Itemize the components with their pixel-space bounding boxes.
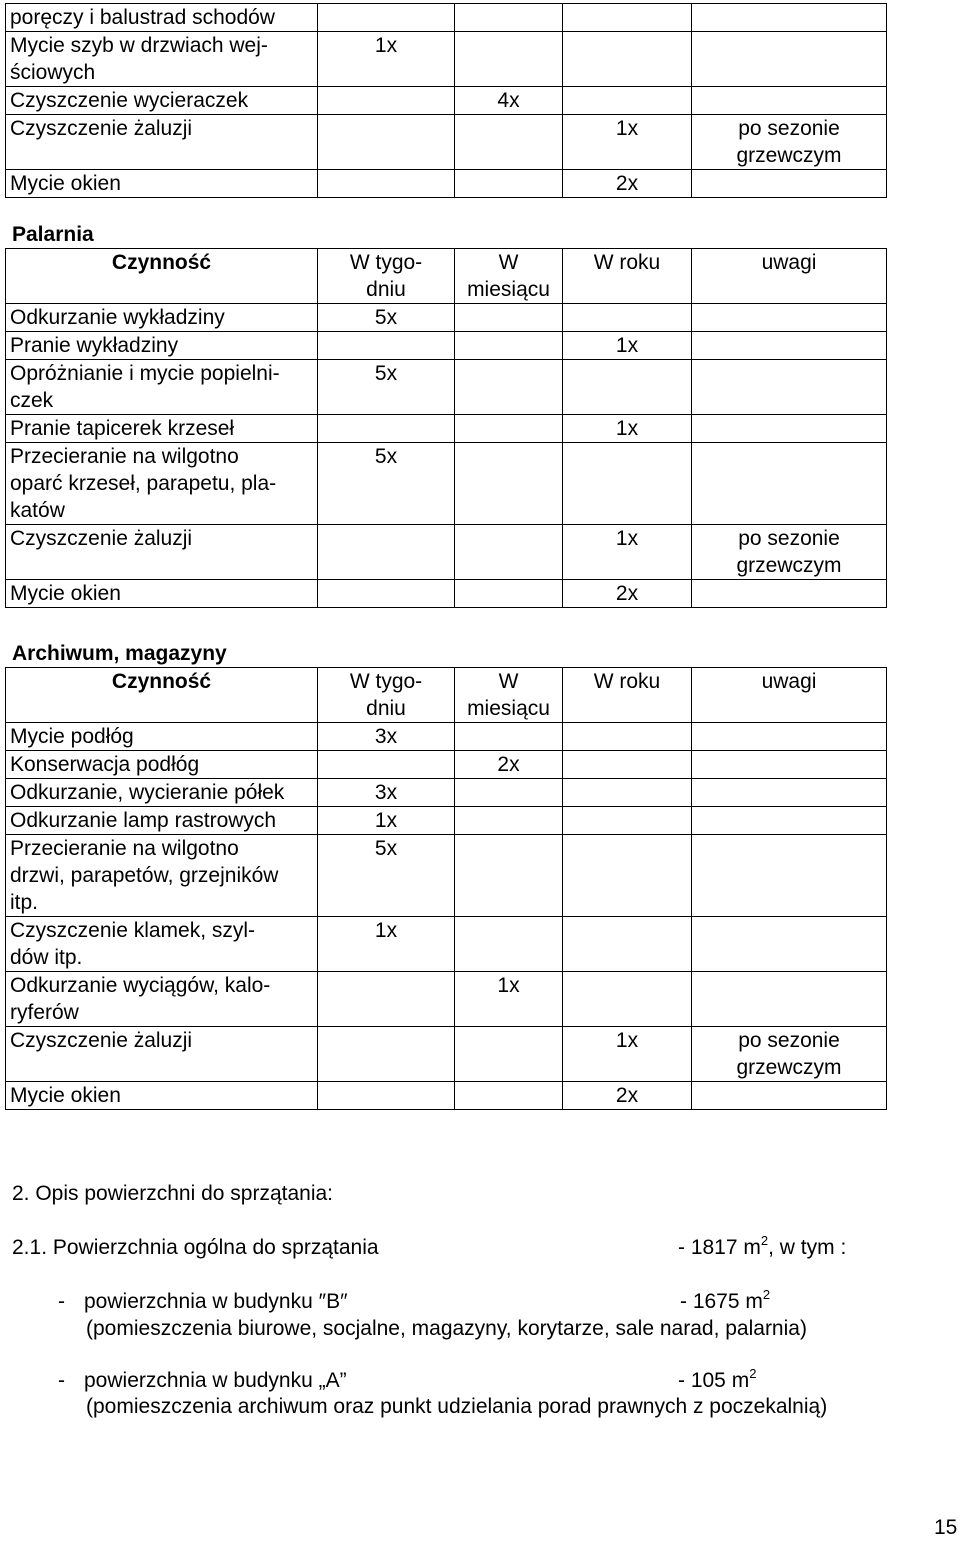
table-row <box>6 332 887 360</box>
building-b-number: - 1675 m <box>680 1290 763 1313</box>
table-cell: 3x <box>318 723 455 751</box>
table-cell: 1x <box>563 525 692 580</box>
table-cell: 1x <box>318 32 455 87</box>
column-header: Czynność <box>6 249 318 304</box>
table-cell <box>563 779 692 807</box>
superscript: 2 <box>760 1233 769 1248</box>
table-cell <box>318 415 455 443</box>
table-cell <box>318 87 455 115</box>
table-cell <box>692 723 887 751</box>
section-title-archiwum: Archiwum, magazyny <box>12 642 227 665</box>
table-cell: 2x <box>563 580 692 608</box>
table-cell <box>318 1027 455 1082</box>
table-cell: Czyszczenie wycieraczek <box>6 87 318 115</box>
table-row <box>6 525 887 580</box>
table-row <box>6 32 887 87</box>
table-cell <box>563 917 692 972</box>
table-cell <box>692 4 887 32</box>
table-cell <box>455 304 563 332</box>
table-cell <box>455 170 563 198</box>
table-cell: 2x <box>455 751 563 779</box>
table-cell <box>455 525 563 580</box>
table-cell <box>455 443 563 525</box>
table-cell <box>455 1027 563 1082</box>
column-header: W tygo- dniu <box>318 249 455 304</box>
table-cell: 1x <box>318 807 455 835</box>
table-cell <box>692 972 887 1027</box>
table-cell: 1x <box>455 972 563 1027</box>
table-cell <box>692 1082 887 1110</box>
table-cell <box>318 170 455 198</box>
table-cell <box>318 4 455 32</box>
bullet-dash: - <box>58 1369 65 1392</box>
table-cell: 5x <box>318 443 455 525</box>
cleaning-table-continued <box>5 3 887 198</box>
table-cell: Opróżnianie i mycie popielni- czek <box>6 360 318 415</box>
table-row <box>6 751 887 779</box>
table-cell <box>318 115 455 170</box>
table-cell <box>692 332 887 360</box>
table-cell: Czyszczenie klamek, szyl- dów itp. <box>6 917 318 972</box>
table-cell: poręczy i balustrad schodów <box>6 4 318 32</box>
table-cell <box>563 32 692 87</box>
page-number: 15 <box>934 1516 958 1539</box>
table-cell: 4x <box>455 87 563 115</box>
table-cell <box>455 415 563 443</box>
table-row <box>6 723 887 751</box>
table-cell <box>563 360 692 415</box>
building-b-label: powierzchnia w budynku ″B″ <box>84 1290 348 1313</box>
table-cell <box>455 835 563 917</box>
table-cell <box>455 32 563 87</box>
table-cell: Mycie podłóg <box>6 723 318 751</box>
table-cell <box>692 917 887 972</box>
building-a-number: - 105 m <box>678 1369 750 1392</box>
table-row <box>6 304 887 332</box>
table-cell <box>455 917 563 972</box>
column-header: Czynność <box>6 668 318 723</box>
column-header: W roku <box>563 249 692 304</box>
table-cell <box>692 807 887 835</box>
building-a-description: (pomieszczenia archiwum oraz punkt udzielania porad prawnych z poczekalnią) <box>86 1395 828 1418</box>
table-cell: 1x <box>318 917 455 972</box>
total-area-label: 2.1. Powierzchnia ogólna do sprzątania <box>12 1236 379 1259</box>
archiwum-table <box>5 667 887 1110</box>
table-cell <box>563 4 692 32</box>
table-cell <box>455 723 563 751</box>
table-cell: 5x <box>318 360 455 415</box>
table-cell <box>692 415 887 443</box>
table-cell: Przecieranie na wilgotno drzwi, parapetów, grzejników itp. <box>6 835 318 917</box>
table-cell: 2x <box>563 1082 692 1110</box>
building-a-label: powierzchnia w budynku „A” <box>84 1369 347 1392</box>
table-cell <box>692 835 887 917</box>
column-header: W miesiącu <box>455 668 563 723</box>
table-cell: 1x <box>563 415 692 443</box>
table-cell <box>318 751 455 779</box>
table-cell <box>563 443 692 525</box>
table-cell: 3x <box>318 779 455 807</box>
table-row <box>6 1027 887 1082</box>
building-b-area <box>680 1288 770 1315</box>
table-row <box>6 807 887 835</box>
table-cell <box>318 972 455 1027</box>
table-cell <box>455 115 563 170</box>
table-cell <box>692 779 887 807</box>
building-a-area <box>678 1367 756 1394</box>
table-cell <box>692 580 887 608</box>
table-header-row <box>6 668 887 723</box>
table-row <box>6 170 887 198</box>
table-cell <box>563 87 692 115</box>
table-cell: Mycie szyb w drzwiach wej- ściowych <box>6 32 318 87</box>
total-area-tail: , w tym : <box>768 1236 847 1259</box>
table-row <box>6 360 887 415</box>
table-cell: Przecieranie na wilgotno oparć krzeseł, parapetu, pla- katów <box>6 443 318 525</box>
table-row <box>6 917 887 972</box>
table-row <box>6 779 887 807</box>
table-cell <box>318 332 455 360</box>
table-cell: Czyszczenie żaluzji <box>6 1027 318 1082</box>
building-b-description: (pomieszczenia biurowe, socjalne, magazyny, korytarze, sale narad, palarnia) <box>86 1317 807 1340</box>
section-heading-2: 2. Opis powierzchni do sprzątania: <box>12 1182 333 1205</box>
table-row <box>6 580 887 608</box>
table-cell <box>692 170 887 198</box>
table-cell <box>318 1082 455 1110</box>
table-cell <box>455 779 563 807</box>
table-cell <box>563 972 692 1027</box>
table-cell: Czyszczenie żaluzji <box>6 115 318 170</box>
table-cell <box>455 332 563 360</box>
column-header: uwagi <box>692 668 887 723</box>
table-cell: Odkurzanie wyciągów, kalo- ryferów <box>6 972 318 1027</box>
table-cell: 5x <box>318 304 455 332</box>
table-cell: 5x <box>318 835 455 917</box>
table-cell <box>563 723 692 751</box>
table-row <box>6 835 887 917</box>
table-cell: 1x <box>563 332 692 360</box>
table-row <box>6 87 887 115</box>
table-cell <box>692 360 887 415</box>
table-cell <box>692 751 887 779</box>
column-header: W miesiącu <box>455 249 563 304</box>
palarnia-table <box>5 248 887 608</box>
table-cell <box>455 807 563 835</box>
table-cell: Odkurzanie lamp rastrowych <box>6 807 318 835</box>
table-cell <box>318 580 455 608</box>
table-cell: Konserwacja podłóg <box>6 751 318 779</box>
table-cell: po sezonie grzewczym <box>692 115 887 170</box>
table-cell <box>455 1082 563 1110</box>
table-row <box>6 4 887 32</box>
table-cell <box>563 751 692 779</box>
table-cell <box>318 525 455 580</box>
superscript: 2 <box>749 1366 757 1381</box>
table-cell: Mycie okien <box>6 170 318 198</box>
table-cell <box>455 580 563 608</box>
column-header: W roku <box>563 668 692 723</box>
table-cell <box>455 4 563 32</box>
table-cell: 2x <box>563 170 692 198</box>
total-area-number: - 1817 m <box>678 1236 761 1259</box>
table-cell <box>563 807 692 835</box>
table-row <box>6 115 887 170</box>
table-cell <box>692 87 887 115</box>
table-header-row <box>6 249 887 304</box>
table-cell: Pranie tapicerek krzeseł <box>6 415 318 443</box>
bullet-dash: - <box>58 1290 65 1313</box>
table-cell: po sezonie grzewczym <box>692 525 887 580</box>
table-cell: po sezonie grzewczym <box>692 1027 887 1082</box>
superscript: 2 <box>762 1287 771 1302</box>
table-row <box>6 1082 887 1110</box>
table-cell: Odkurzanie, wycieranie półek <box>6 779 318 807</box>
table-row <box>6 443 887 525</box>
section-title-palarnia: Palarnia <box>12 223 94 246</box>
table-cell: 1x <box>563 115 692 170</box>
table-row <box>6 972 887 1027</box>
table-cell <box>692 443 887 525</box>
table-row <box>6 415 887 443</box>
column-header: W tygo- dniu <box>318 668 455 723</box>
table-cell <box>692 32 887 87</box>
table-cell <box>455 360 563 415</box>
table-cell <box>563 835 692 917</box>
table-cell: Odkurzanie wykładziny <box>6 304 318 332</box>
column-header: uwagi <box>692 249 887 304</box>
table-cell: Mycie okien <box>6 580 318 608</box>
table-cell: Czyszczenie żaluzji <box>6 525 318 580</box>
table-cell: 1x <box>563 1027 692 1082</box>
table-cell <box>563 304 692 332</box>
table-cell <box>692 304 887 332</box>
total-area-value <box>678 1234 846 1261</box>
table-cell: Pranie wykładziny <box>6 332 318 360</box>
table-cell: Mycie okien <box>6 1082 318 1110</box>
